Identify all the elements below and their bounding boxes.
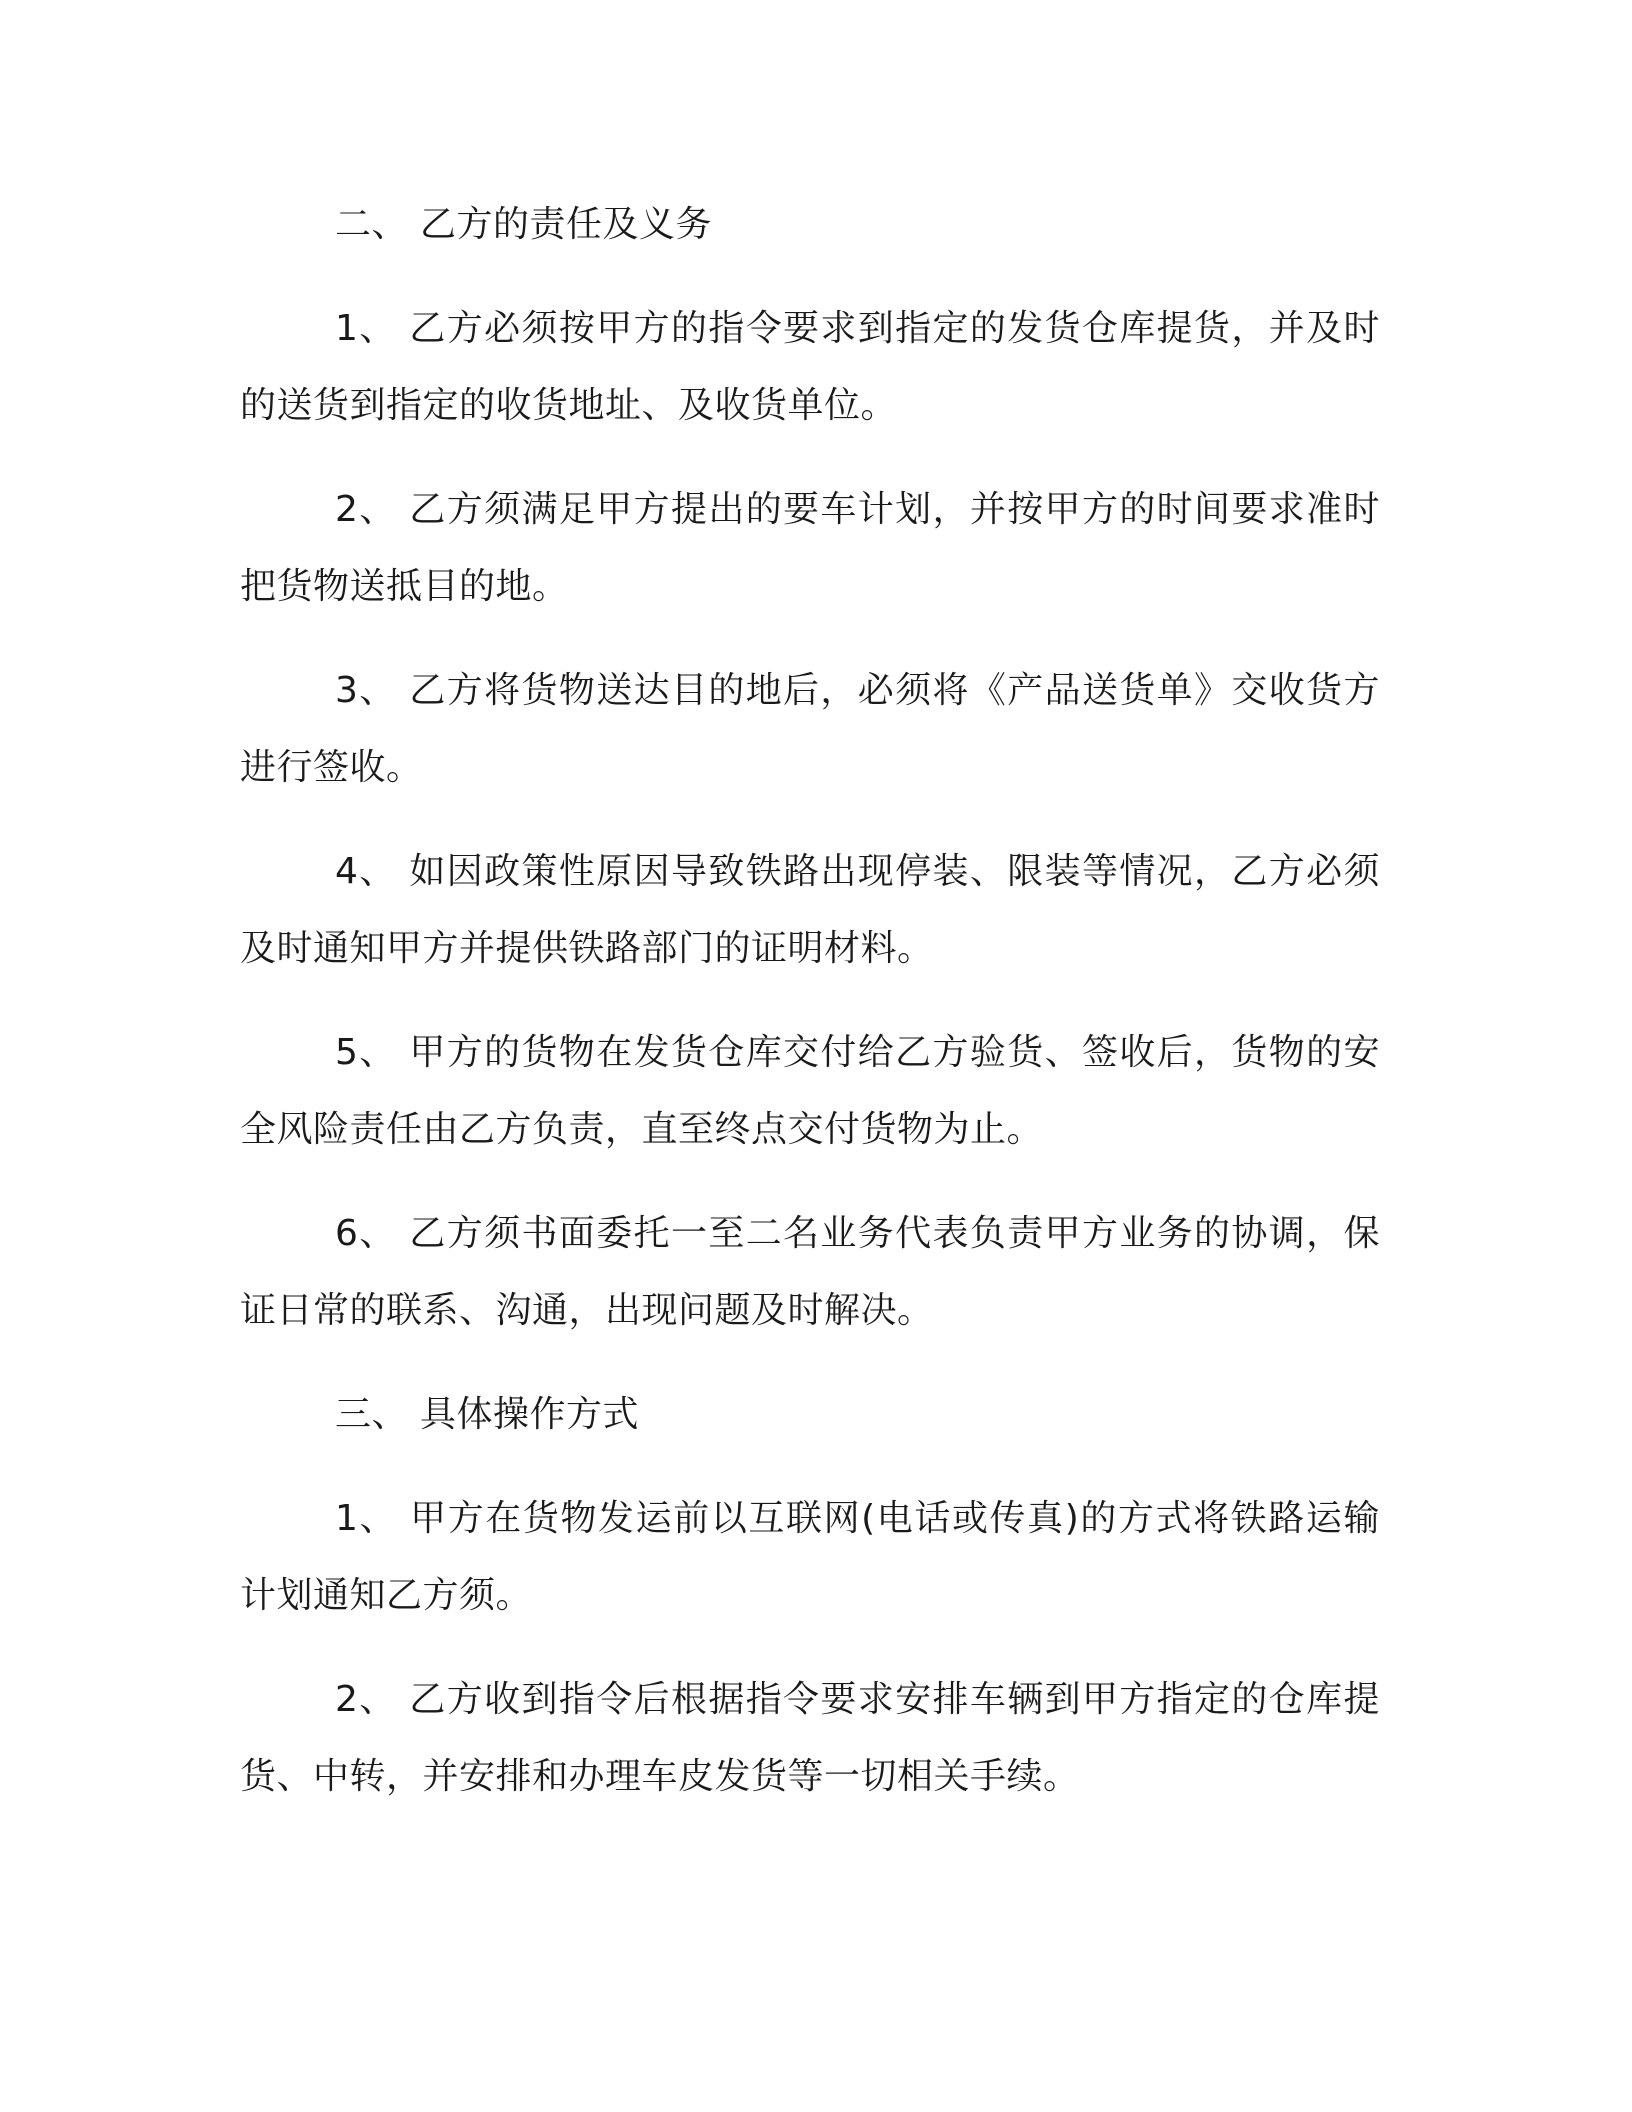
clause-2-6: 6、 乙方须书面委托一至二名业务代表负责甲方业务的协调，保证日常的联系、沟通，出现问题及时解决。 [240, 1213, 1380, 1331]
document-body [240, 186, 1380, 1842]
section-heading-operations: 三、 具体操作方式 [335, 1394, 639, 1435]
clause-2-2: 2、 乙方须满足甲方提出的要车计划，并按甲方的时间要求准时把货物送抵目的地。 [240, 489, 1380, 607]
clause-2-4: 4、 如因政策性原因导致铁路出现停装、限装等情况，乙方必须及时通知甲方并提供铁路部门的证明材料。 [240, 851, 1380, 969]
section-heading-responsibilities: 二、 乙方的责任及义务 [335, 204, 712, 245]
clause-3-2: 2、 乙方收到指令后根据指令要求安排车辆到甲方指定的仓库提货、中转，并安排和办理车皮发货等一切相关手续。 [240, 1679, 1380, 1797]
clause-2-5: 5、 甲方的货物在发货仓库交付给乙方验货、签收后，货物的安全风险责任由乙方负责，直至终点交付货物为止。 [240, 1032, 1380, 1150]
clause-2-3: 3、 乙方将货物送达目的地后，必须将《产品送货单》交收货方进行签收。 [240, 670, 1380, 788]
clause-2-1: 1、 乙方必须按甲方的指令要求到指定的发货仓库提货，并及时的送货到指定的收货地址、及收货单位。 [240, 308, 1380, 426]
clause-3-1: 1、 甲方在货物发运前以互联网(电话或传真)的方式将铁路运输计划通知乙方须。 [240, 1498, 1380, 1616]
